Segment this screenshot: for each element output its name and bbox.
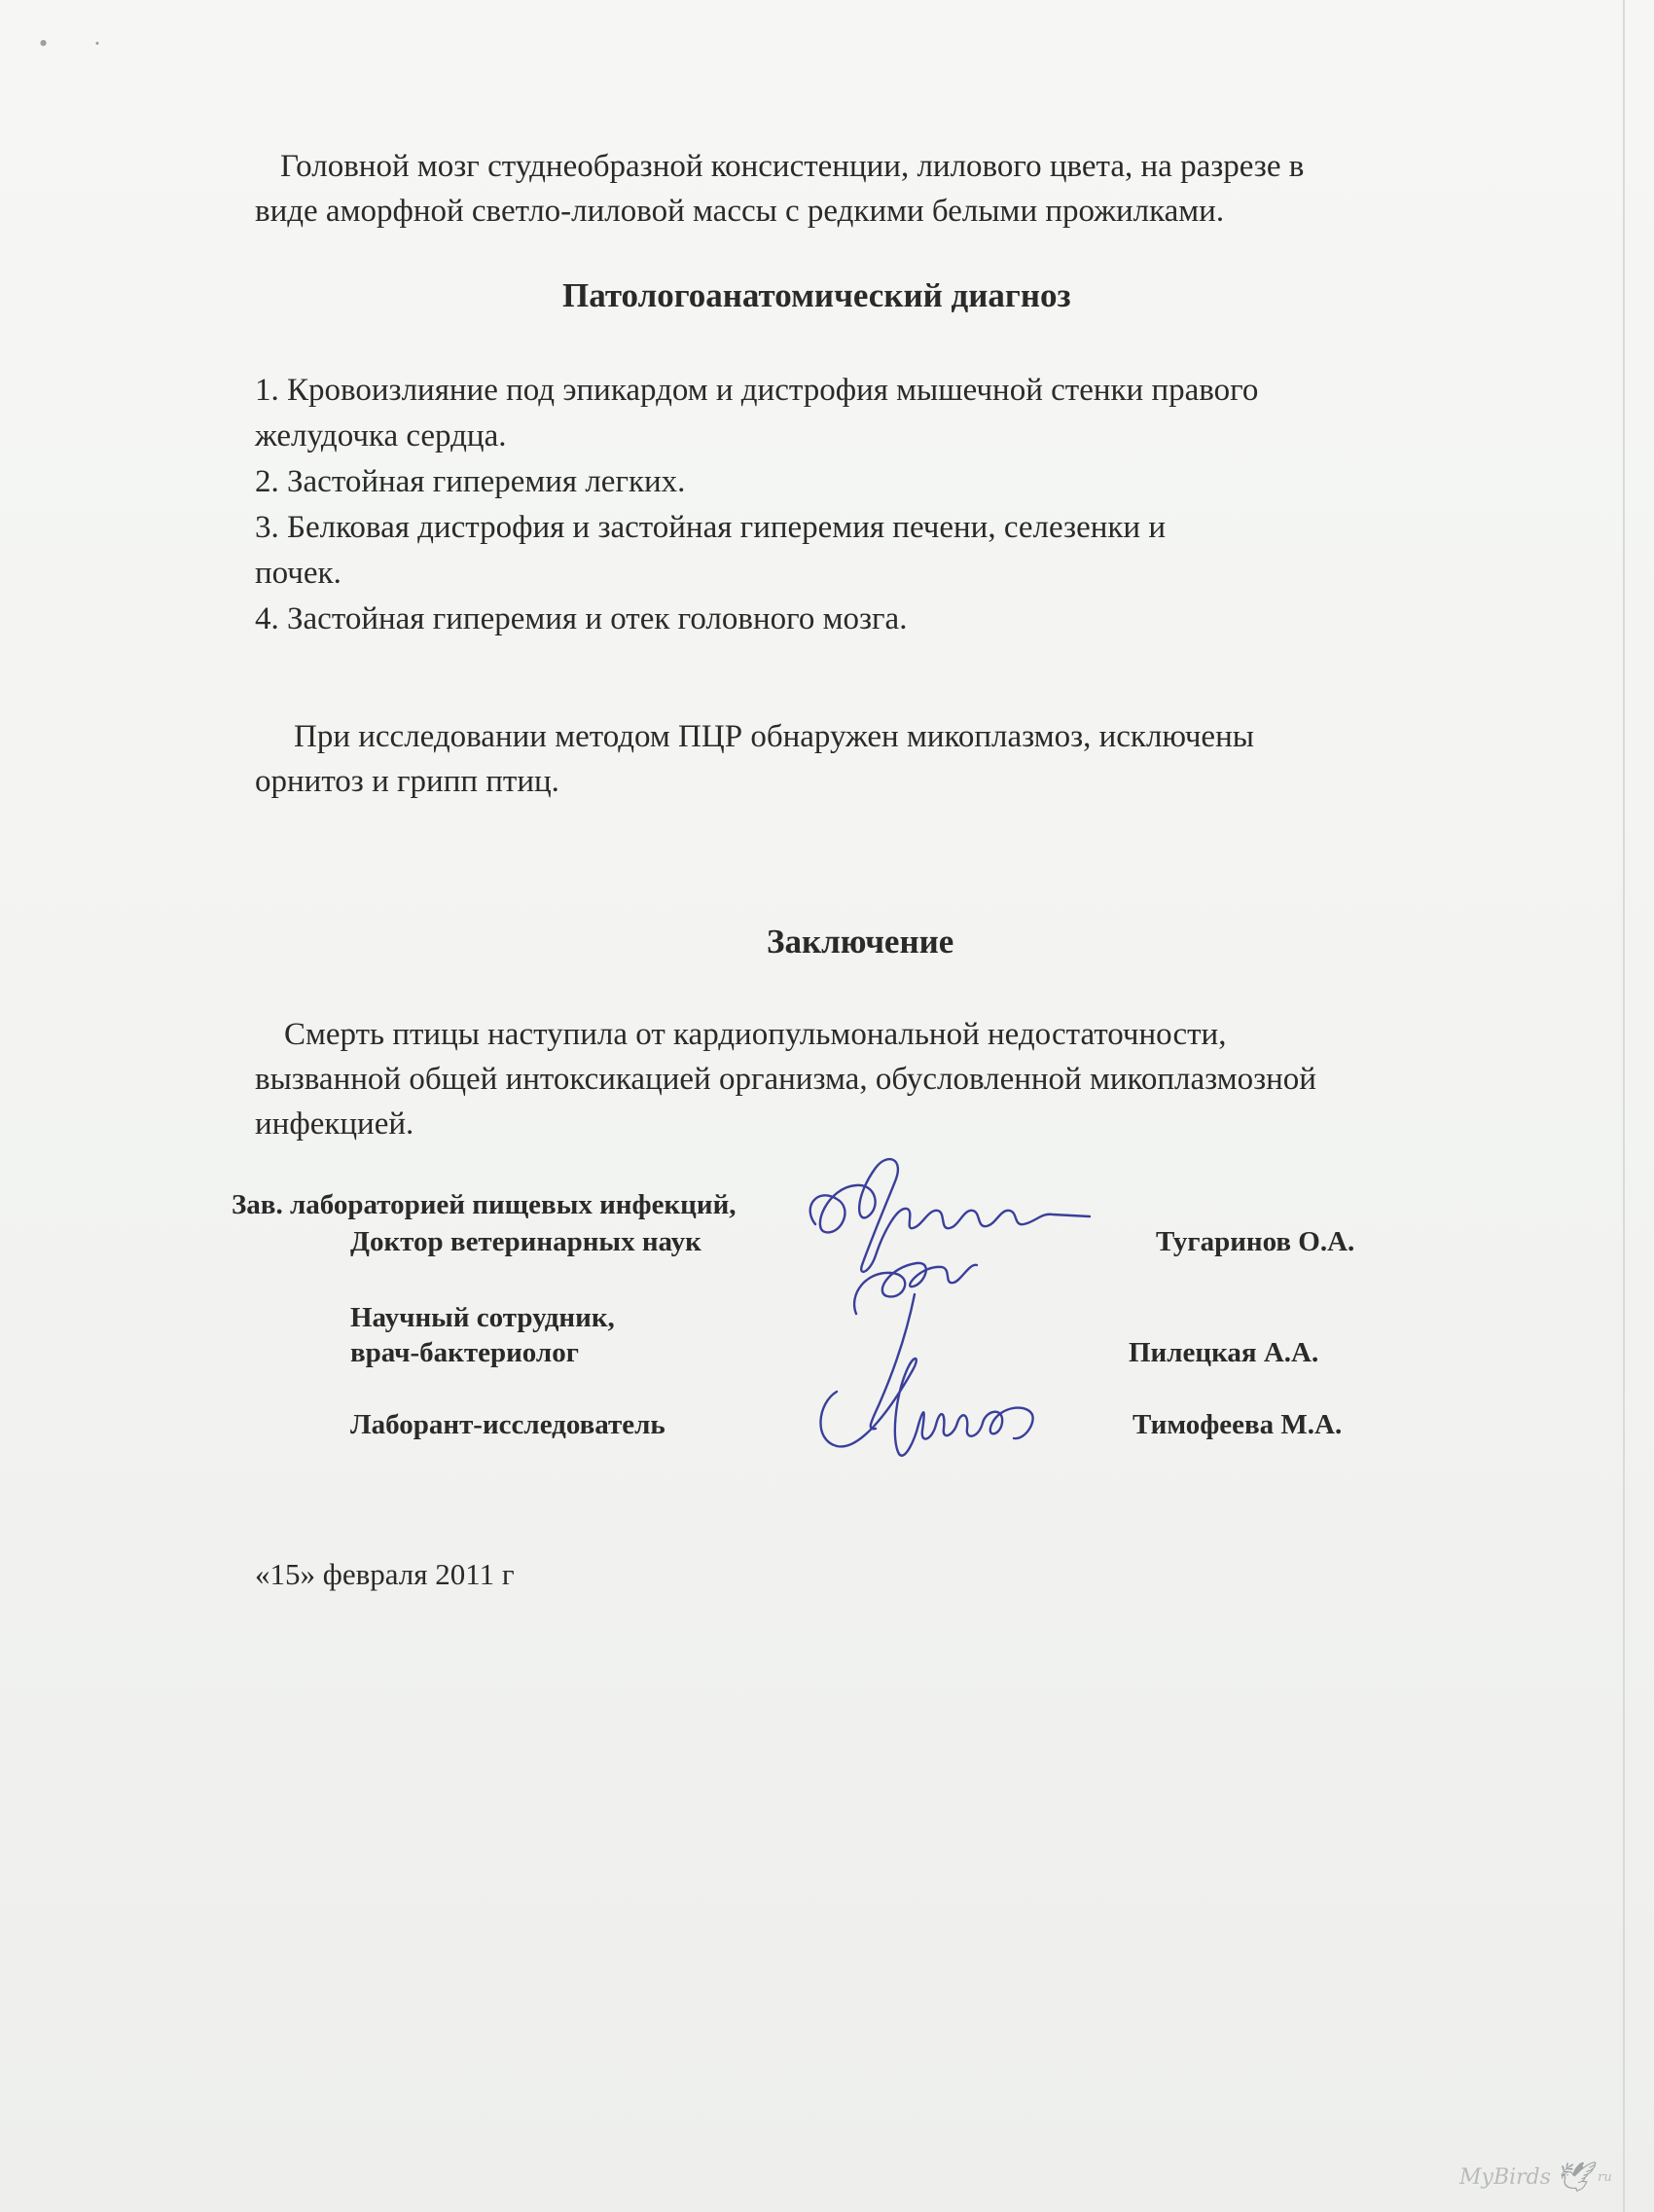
- diagnosis-list: [255, 368, 1258, 642]
- head-title-line-2: Доктор ветеринарных наук: [350, 1226, 701, 1257]
- lab-name: Тимофеева М.А.: [1133, 1409, 1343, 1440]
- handwritten-signatures: [798, 1148, 1168, 1499]
- conclusion-heading: Заключение: [767, 923, 954, 961]
- list-item: 2. Застойная гиперемия легких.: [255, 464, 686, 499]
- conclusion-line-2: вызванной общей интоксикацией организма, обусловленной микоплазмозной: [255, 1062, 1316, 1097]
- list-item: желудочка сердца.: [255, 418, 507, 453]
- researcher-name: Пилецкая А.А.: [1129, 1337, 1319, 1368]
- page-edge-divider: [1623, 0, 1625, 2212]
- pcr-paragraph-line-1: При исследовании методом ПЦР обнаружен микоплазмоз, исключены: [294, 719, 1254, 754]
- list-item: 4. Застойная гиперемия и отек головного мозга.: [255, 601, 908, 636]
- researcher-title-line-2: врач-бактериолог: [350, 1337, 579, 1368]
- researcher-title-line-1: Научный сотрудник,: [350, 1302, 615, 1333]
- conclusion-line-1: Смерть птицы наступила от кардиопульмональной недостаточности,: [284, 1017, 1227, 1052]
- signature-piletskaya: [854, 1263, 977, 1429]
- watermark-tld: ru: [1598, 2169, 1612, 2185]
- signature-timofeeva: [820, 1359, 1032, 1456]
- lab-title: Лаборант-исследователь: [350, 1409, 665, 1440]
- brain-paragraph-line-2: виде аморфной светло-лиловой массы с редкими белыми прожилками.: [255, 194, 1225, 229]
- pcr-paragraph-line-2: орнитоз и грипп птиц.: [255, 764, 559, 799]
- signature-tugarinov: [810, 1159, 1090, 1272]
- conclusion-line-3: инфекцией.: [255, 1106, 414, 1142]
- document-date: «15» февраля 2011 г: [255, 1557, 515, 1591]
- list-item: почек.: [255, 556, 342, 591]
- brain-paragraph-line-1: Головной мозг студнеобразной консистенции, лилового цвета, на разрезе в: [280, 149, 1305, 184]
- bird-icon: 🕊: [1555, 2159, 1593, 2194]
- head-title-line-1: Зав. лабораторией пищевых инфекций,: [232, 1189, 737, 1220]
- list-item: 1. Кровоизлияние под эпикардом и дистрофия мышечной стенки правого: [255, 373, 1259, 408]
- scan-specks: • ·: [39, 29, 122, 57]
- watermark-text: MyBirds: [1459, 2164, 1552, 2190]
- list-item: 3. Белковая дистрофия и застойная гиперемия печени, селезенки и: [255, 510, 1166, 545]
- diagnosis-heading: Патологоанатомический диагноз: [562, 276, 1071, 314]
- head-name: Тугаринов О.А.: [1156, 1226, 1355, 1257]
- mybirds-watermark[interactable]: [1459, 2153, 1612, 2201]
